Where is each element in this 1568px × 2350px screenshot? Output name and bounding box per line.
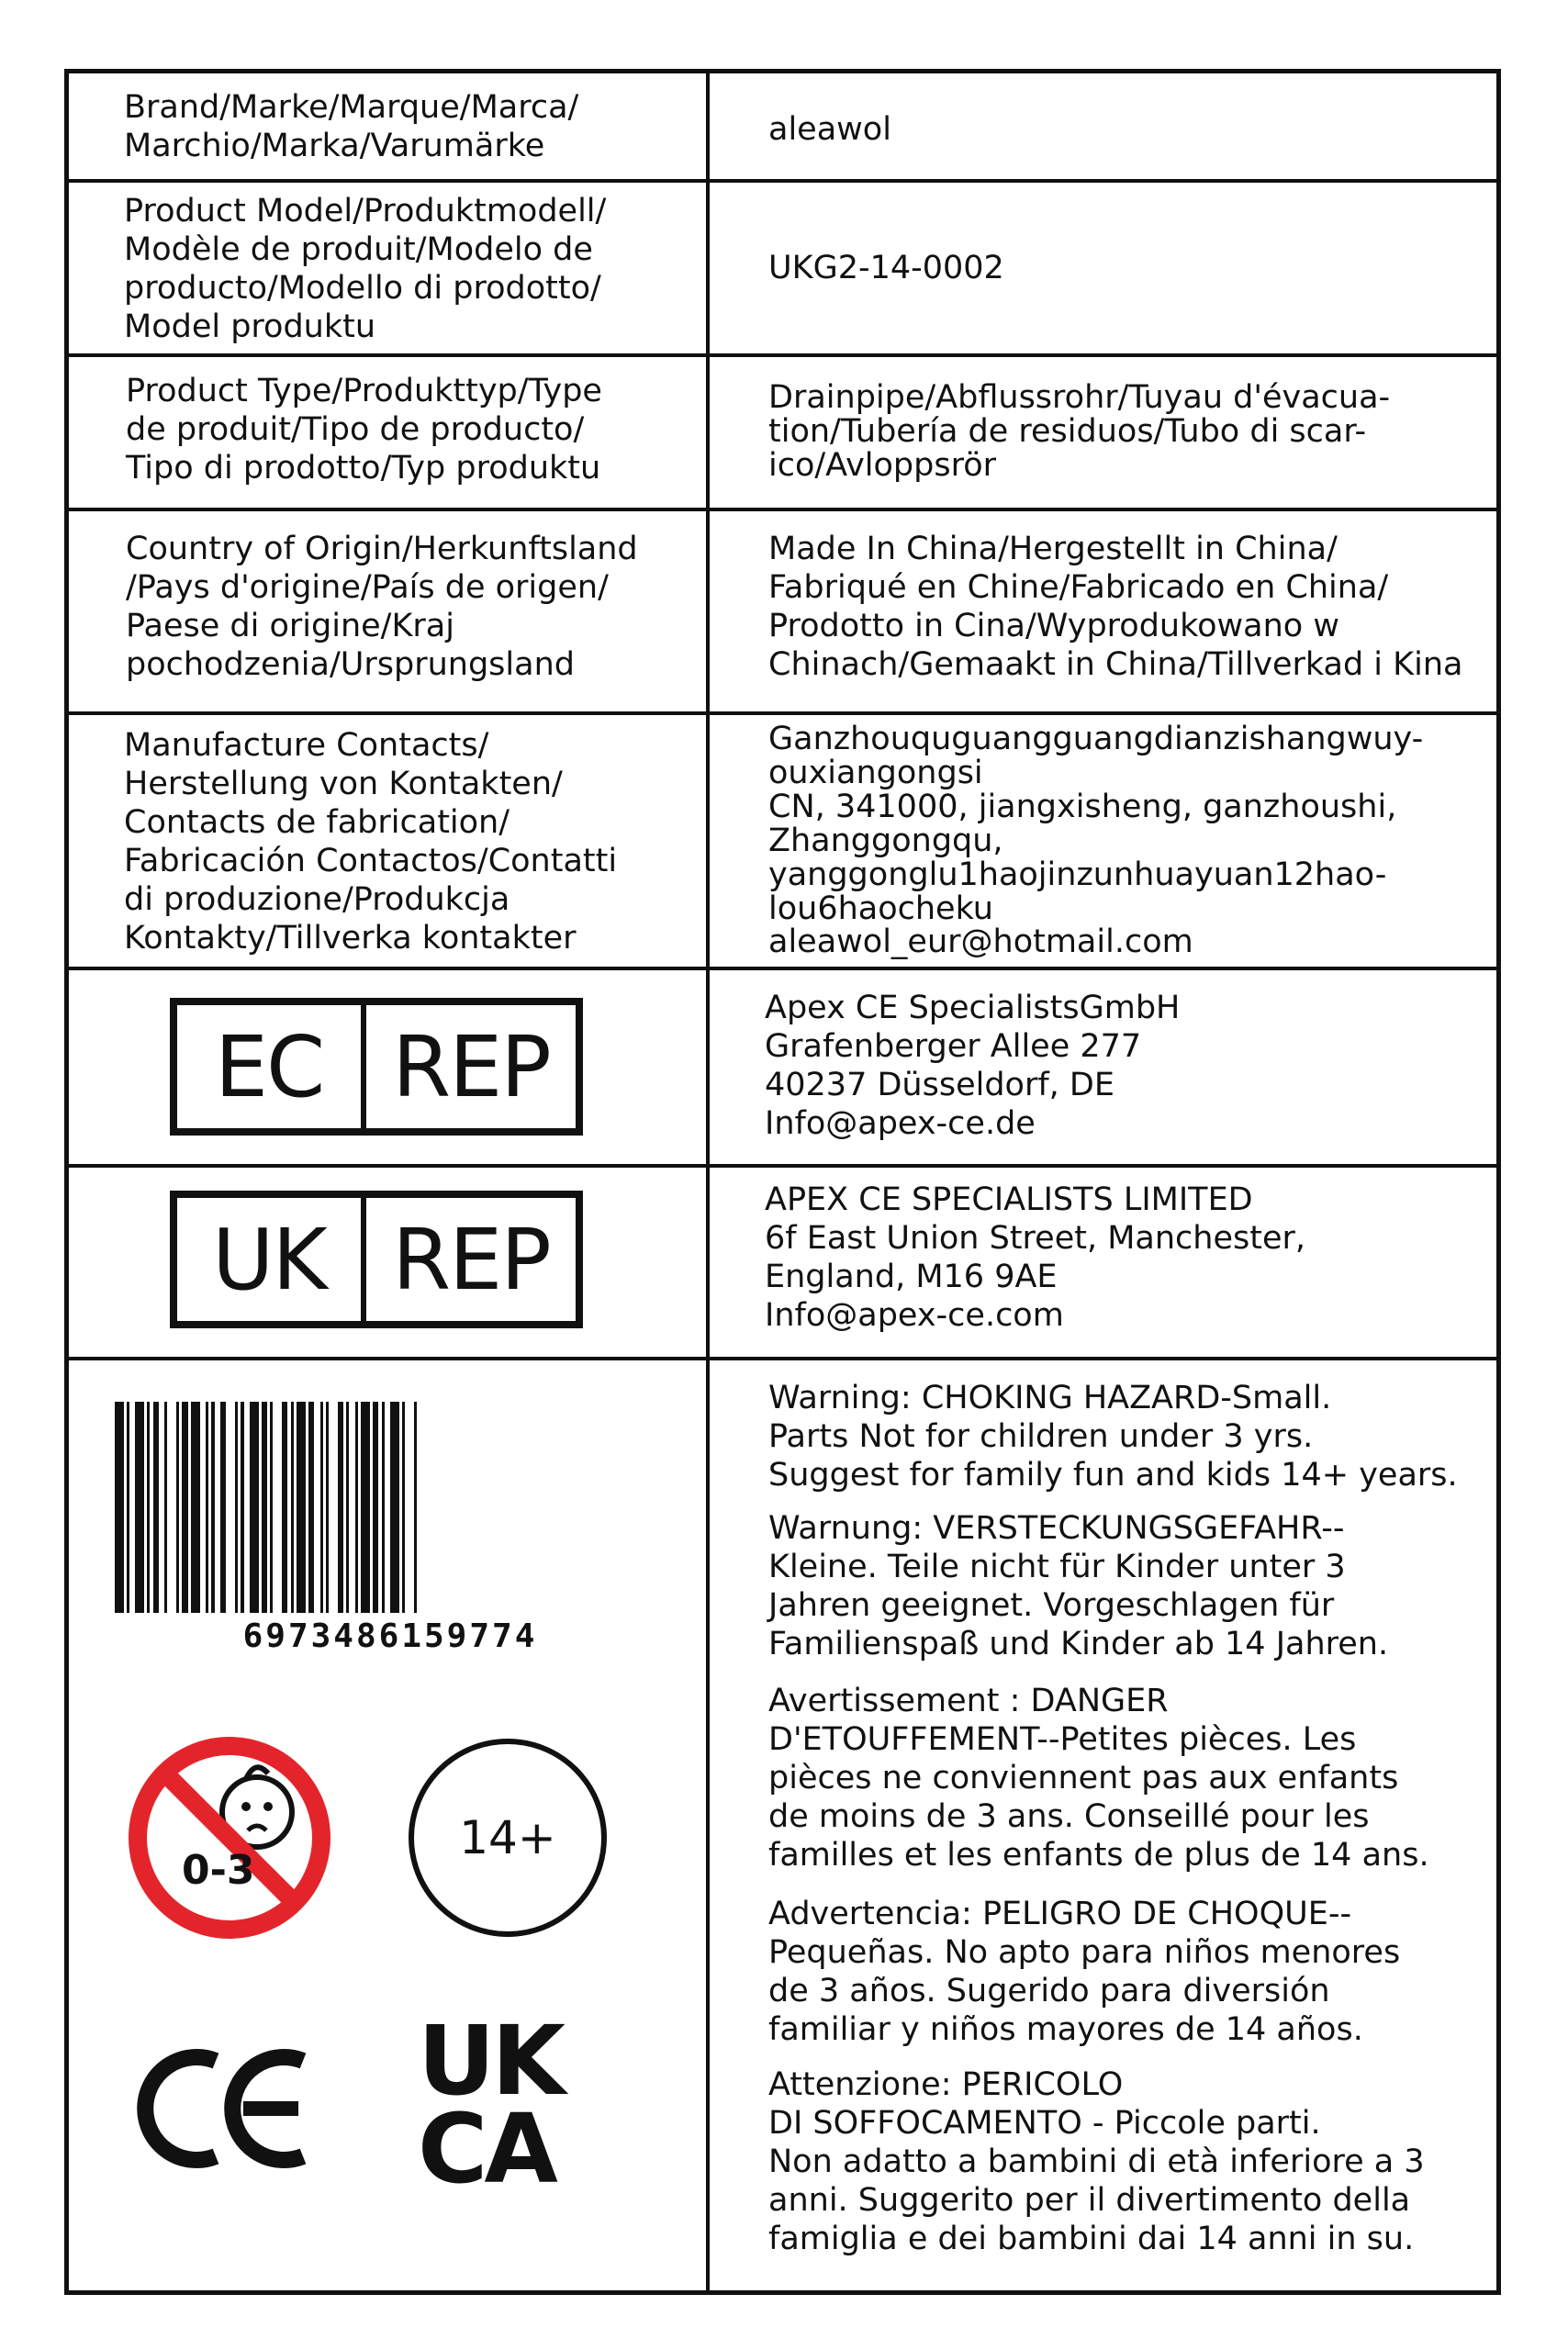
- brand-row: [69, 73, 1496, 183]
- barcode-bar: [191, 1402, 200, 1613]
- manufacturer-label: Manufacture Contacts/ Herstellung von Kontakten/ Contacts de fabrication/ Fabricación Contactos/Contatti di produzione/Produkcja Kontakty/Tillverka kontakter: [124, 727, 618, 957]
- manufacturer-address: Ganzhouquguangguangdianzishangwuy- ouxiangongsi CN, 341000, jiangxisheng, ganzhoushi, Zhanggongqu, yanggonglu1haojinzunhuayuan12hao- lou6haocheku: [768, 721, 1424, 927]
- ec-rep-badge-left: EC: [177, 1005, 366, 1128]
- type-row: [69, 357, 1496, 511]
- barcode-number: 6973486159774: [242, 1617, 538, 1655]
- uk-rep-row: [69, 1168, 1496, 1360]
- model-label: Product Model/Produktmodell/ Modèle de produit/Modelo de producto/Modello di prodotto/ Model produktu: [124, 193, 607, 345]
- ec-rep-badge: [170, 998, 583, 1136]
- barcode-bar: [297, 1402, 306, 1613]
- no-children-under-3-icon: [119, 1728, 340, 1948]
- barcode-bar: [361, 1402, 370, 1613]
- barcode-bar: [390, 1402, 399, 1613]
- ec-rep-address: Apex CE SpecialistsGmbH Grafenberger Allee 277 40237 Düsseldorf, DE Info@apex-ce.de: [765, 990, 1181, 1142]
- manufacturer-email: aleawol_eur@hotmail.com: [768, 923, 1193, 960]
- product-label: [64, 69, 1501, 2295]
- barcode-bar: [226, 1402, 235, 1613]
- barcode-bar: [115, 1402, 124, 1613]
- origin-row: [69, 511, 1496, 715]
- warning-de: Warnung: VERSTECKUNGSGEFAHR-- Kleine. Teile nicht für Kinder unter 3 Jahren geeignet. Vorgeschlagen für Familienspaß und Kinder ab 14 Jahren.: [768, 1510, 1389, 1662]
- model-value: UKG2-14-0002: [768, 250, 1004, 286]
- type-value: Drainpipe/Abflussrohr/Tuyau d'évacua- tion/Tubería de residuos/Tubo di scar- ico/Avloppsrör: [768, 379, 1391, 484]
- manufacturer-row: [69, 715, 1496, 970]
- age-14-plus-text: 14+: [459, 1811, 556, 1864]
- type-label: Product Type/Produkttyp/Type de produit/Tipo de producto/ Tipo di prodotto/Typ produktu: [126, 373, 602, 487]
- barcode-bar: [417, 1402, 422, 1613]
- origin-value: Made In China/Hergestellt in China/ Fabriqué en Chine/Fabricado en China/ Prodotto in Cina/Wyprodukowano w Chinach/Gemaakt in China/Tillverkad i Kina: [768, 531, 1463, 683]
- uk-rep-badge-left: UK: [177, 1198, 366, 1321]
- brand-label: Brand/Marke/Marque/Marca/ Marchio/Marka/Varumärke: [124, 89, 579, 164]
- barcode-bar: [273, 1402, 282, 1613]
- ukca-mark-icon: [418, 2005, 601, 2205]
- barcode-bar: [167, 1402, 176, 1613]
- barcode-bar: [135, 1402, 144, 1613]
- uk-rep-badge: [170, 1191, 583, 1328]
- barcode-bar: [405, 1402, 414, 1613]
- ec-rep-badge-right: REP: [392, 1017, 550, 1116]
- ukca-top: UK: [418, 2005, 563, 2117]
- warning-es: Advertencia: PELIGRO DE CHOQUE-- Pequeñas. No apto para niños menores de 3 años. Sugerido para diversión familiar y niños mayores de 14 años.: [768, 1896, 1401, 2048]
- origin-label: Country of Origin/Herkunftsland /Pays d'origine/País de origen/ Paese di origine/Kraj pochodzenia/Ursprungsland: [126, 531, 638, 683]
- age-14-plus-badge: [409, 1739, 607, 1937]
- uk-rep-badge-right: REP: [392, 1210, 550, 1309]
- warning-en: Warning: CHOKING HAZARD-Small. Parts Not for children under 3 yrs. Suggest for family fun and kids 14+ years.: [768, 1380, 1458, 1494]
- uk-rep-address: APEX CE SPECIALISTS LIMITED 6f East Union Street, Manchester, England, M16 9AE Info@apex-ce.com: [765, 1181, 1306, 1334]
- barcode-bar: [250, 1402, 259, 1613]
- warning-it: Attenzione: PERICOLO DI SOFFOCAMENTO - Piccole parti. Non adatto a bambini di età inferiore a 3 anni. Suggerito per il divertimento della famiglia e dei bambini dai 14 anni in su.: [768, 2066, 1425, 2257]
- warning-fr: Avertissement : DANGER D'ETOUFFEMENT--Petites pièces. Les pièces ne conviennent pas aux enfants de moins de 3 ans. Conseillé pour les familles et les enfants de plus de 14 ans.: [768, 1683, 1429, 1874]
- ce-mark-icon: [133, 2044, 317, 2173]
- ec-rep-row: [69, 970, 1496, 1168]
- model-row: [69, 183, 1496, 357]
- warnings-row: [69, 1360, 1496, 2290]
- barcode: [115, 1402, 666, 1613]
- barcode-bar: [329, 1402, 338, 1613]
- age-icon-text: 0-3: [182, 1847, 255, 1894]
- ukca-bottom: CA: [418, 2093, 554, 2205]
- brand-value: aleawol: [768, 111, 891, 148]
